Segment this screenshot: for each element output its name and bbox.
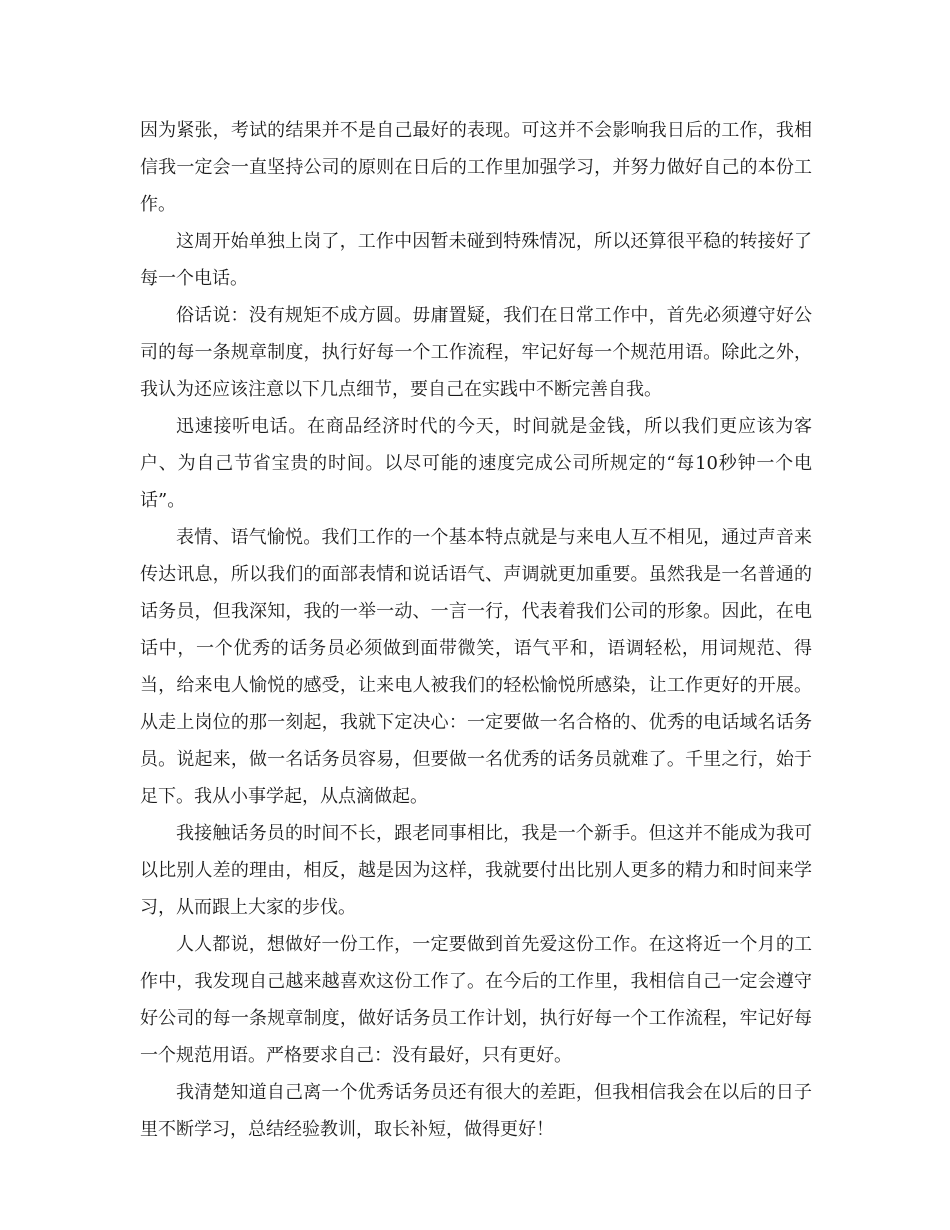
document-body (140, 112, 812, 1148)
paragraph-7: 人人都说，想做好一份工作，一定要做到首先爱这份工作。在这将近一个月的工作中，我发现自己越来越喜欢这份工作了。在今后的工作里，我相信自己一定会遵守好公司的每一条规章制度，做好话务员工作计划，执行好每一个工作流程，牢记好每一个规范用语。严格要求自己：没有最好，只有更好。 (140, 934, 812, 1066)
paragraph-5: 表情、语气愉悦。我们工作的一个基本特点就是与来电人互不相见，通过声音来传达讯息，所以我们的面部表情和说话语气、声调就更加重要。虽然我是一名普通的话务员，但我深知，我的一举一动、一言一行，代表着我们公司的形象。因此，在电话中，一个优秀的话务员必须做到面带微笑，语气平和，语调轻松，用词规范、得当，给来电人愉悦的感受，让来电人被我们的轻松愉悦所感染，让工作更好的开展。从走上岗位的那一刻起，我就下定决心：一定要做一名合格的、优秀的电话域名话务员。说起来，做一名话务员容易，但要做一名优秀的话务员就难了。千里之行，始于足下。我从小事学起，从点滴做起。 (140, 527, 812, 807)
paragraph-1: 因为紧张，考试的结果并不是自己最好的表现。可这并不会影响我日后的工作，我相信我一定会一直坚持公司的原则在日后的工作里加强学习，并努力做好自己的本份工作。 (140, 120, 812, 215)
paragraph-8: 我清楚知道自己离一个优秀话务员还有很大的差距，但我相信我会在以后的日子里不断学习，总结经验教训，取长补短，做得更好！ (140, 1082, 812, 1140)
paragraph-2: 这周开始单独上岗了，工作中因暂未碰到特殊情况，所以还算很平稳的转接好了每一个电话。 (140, 231, 812, 289)
paragraph-6: 我接触话务员的时间不长，跟老同事相比，我是一个新手。但这并不能成为我可以比别人差的理由，相反，越是因为这样，我就要付出比别人更多的精力和时间来学习，从而跟上大家的步伐。 (140, 823, 812, 918)
paragraph-4: 迅速接听电话。在商品经济时代的今天，时间就是金钱，所以我们更应该为客户、为自己节省宝贵的时间。以尽可能的速度完成公司所规定的“每10秒钟一个电话”。 (140, 416, 812, 511)
paragraph-3: 俗话说：没有规矩不成方圆。毋庸置疑，我们在日常工作中，首先必须遵守好公司的每一条规章制度，执行好每一个工作流程，牢记好每一个规范用语。除此之外，我认为还应该注意以下几点细节，要自己在实践中不断完善自我。 (140, 305, 812, 400)
